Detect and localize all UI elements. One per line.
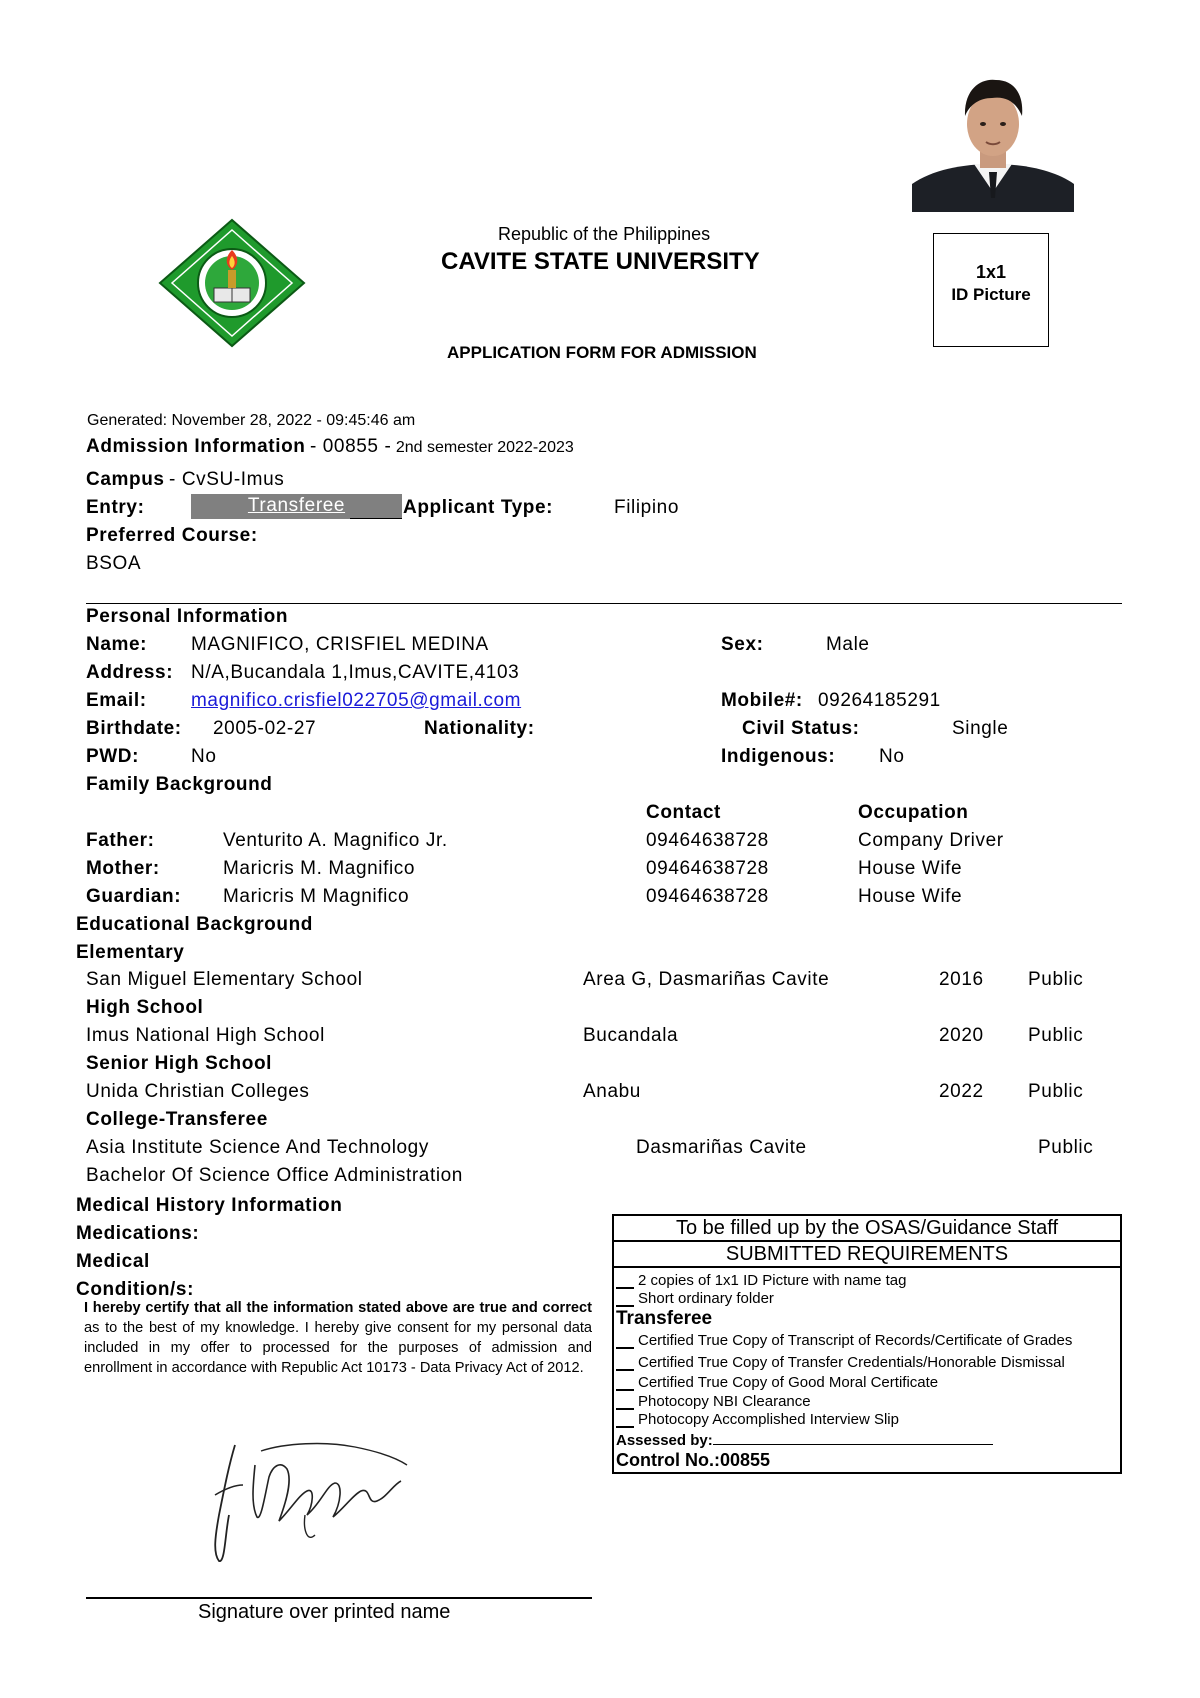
pwd-label: PWD: <box>86 746 140 767</box>
college-label: College-Transferee <box>86 1109 268 1130</box>
osas-subtitle: SUBMITTED REQUIREMENTS <box>614 1242 1120 1268</box>
indigenous-value: No <box>879 746 905 767</box>
family-heading: Family Background <box>86 774 273 795</box>
shs-school: Unida Christian Colleges <box>86 1081 310 1102</box>
highschool-address: Bucandala <box>583 1025 679 1046</box>
osas-title: To be filled up by the OSAS/Guidance Staff <box>614 1216 1120 1242</box>
osas-requirements-box <box>612 1214 1122 1474</box>
applicant-photo <box>912 72 1074 212</box>
shs-type: Public <box>1028 1081 1084 1102</box>
requirement-item[interactable]: Photocopy Accomplished Interview Slip <box>616 1411 899 1428</box>
signature-caption: Signature over printed name <box>198 1601 451 1623</box>
requirement-item[interactable]: Certified True Copy of Good Moral Certificate <box>616 1374 938 1391</box>
guardian-label: Guardian: <box>86 886 182 907</box>
assessed-by[interactable]: Assessed by: <box>616 1432 993 1449</box>
guardian-occupation: House Wife <box>858 886 963 907</box>
entry-value: Transferee <box>247 495 346 516</box>
certification-bold: I hereby certify that all the information stated above are true and correct <box>84 1300 592 1316</box>
requirement-item[interactable]: Certified True Copy of Transfer Credentials/Honorable Dismissal <box>616 1354 1065 1371</box>
father-name: Venturito A. Magnifico Jr. <box>223 830 448 851</box>
highschool-year: 2020 <box>939 1025 984 1046</box>
elementary-type: Public <box>1028 969 1084 990</box>
id-box-label: ID Picture <box>951 285 1031 304</box>
contact-header: Contact <box>646 802 721 823</box>
elementary-year: 2016 <box>939 969 984 990</box>
birthdate-label: Birthdate: <box>86 718 182 739</box>
mobile-value: 09264185291 <box>818 690 941 711</box>
mother-occupation: House Wife <box>858 858 963 879</box>
entry-underline <box>350 518 402 519</box>
father-contact: 09464638728 <box>646 830 769 851</box>
requirement-item[interactable]: 2 copies of 1x1 ID Picture with name tag <box>616 1272 906 1289</box>
medications-label: Medications: <box>76 1223 200 1244</box>
university-name: CAVITE STATE UNIVERSITY <box>441 248 760 275</box>
highschool-type: Public <box>1028 1025 1084 1046</box>
highschool-school: Imus National High School <box>86 1025 325 1046</box>
college-school: Asia Institute Science And Technology <box>86 1137 429 1158</box>
campus-value: - CvSU-Imus <box>169 469 285 490</box>
pwd-value: No <box>191 746 217 767</box>
shs-label: Senior High School <box>86 1053 273 1074</box>
elementary-school: San Miguel Elementary School <box>86 969 363 990</box>
personal-info-heading: Personal Information <box>86 606 289 627</box>
father-occupation: Company Driver <box>858 830 1004 851</box>
semester: 2nd semester 2022-2023 <box>395 439 574 456</box>
sex-value: Male <box>826 634 870 655</box>
education-heading: Educational Background <box>76 914 314 935</box>
control-number: Control No.:00855 <box>616 1450 771 1470</box>
transferee-label: Transferee <box>616 1308 713 1329</box>
father-label: Father: <box>86 830 155 851</box>
elementary-address: Area G, Dasmariñas Cavite <box>583 969 830 990</box>
college-course: Bachelor Of Science Office Administration <box>86 1165 463 1186</box>
section-divider <box>86 603 1122 604</box>
admission-info-line <box>86 436 574 458</box>
indigenous-label: Indigenous: <box>721 746 836 767</box>
email-label: Email: <box>86 690 147 711</box>
generated-timestamp: Generated: November 28, 2022 - 09:45:46 am <box>87 412 416 429</box>
guardian-name: Maricris M Magnifico <box>223 886 410 907</box>
republic-label: Republic of the Philippines <box>498 224 711 244</box>
applicant-signature <box>195 1425 415 1575</box>
mother-contact: 09464638728 <box>646 858 769 879</box>
requirement-item[interactable]: Short ordinary folder <box>616 1290 774 1307</box>
mobile-label: Mobile#: <box>721 690 803 711</box>
admission-info-label: Admission Information <box>86 436 306 457</box>
applicant-type-value: Filipino <box>614 497 679 518</box>
mother-label: Mother: <box>86 858 160 879</box>
college-address: Dasmariñas Cavite <box>636 1137 807 1158</box>
college-type: Public <box>1038 1137 1094 1158</box>
elementary-label: Elementary <box>76 942 185 963</box>
medical-heading: Medical History Information <box>76 1195 343 1216</box>
requirement-item[interactable]: Photocopy NBI Clearance <box>616 1393 811 1410</box>
mother-name: Maricris M. Magnifico <box>223 858 416 879</box>
shs-year: 2022 <box>939 1081 984 1102</box>
admission-number: - 00855 - <box>309 436 392 457</box>
sex-label: Sex: <box>721 634 764 655</box>
applicant-type-label: Applicant Type: <box>403 497 554 518</box>
preferred-course-label: Preferred Course: <box>86 525 258 546</box>
campus-line <box>86 469 284 491</box>
email-link[interactable]: magnifico.crisfiel022705@gmail.com <box>191 690 522 711</box>
certification-text: as to the best of my knowledge. I hereby give consent for my personal data included in my offer to processed for the purposes of admission and enrollment in accordance with Republic Act 10173 - Data Privacy Act of 2012. <box>84 1320 592 1376</box>
signature-line <box>86 1597 592 1599</box>
birthdate-value: 2005-02-27 <box>213 718 317 739</box>
civil-status-value: Single <box>952 718 1009 739</box>
requirement-item[interactable]: Certified True Copy of Transcript of Records/Certificate of Grades <box>616 1332 1072 1349</box>
preferred-course-value: BSOA <box>86 553 142 574</box>
name-value: MAGNIFICO, CRISFIEL MEDINA <box>191 634 489 655</box>
id-picture-box <box>933 233 1049 347</box>
university-logo <box>158 218 306 348</box>
certification-statement <box>84 1298 592 1378</box>
medical-condition-label-1: Medical <box>76 1251 150 1272</box>
address-label: Address: <box>86 662 174 683</box>
entry-value-box <box>191 494 402 519</box>
campus-label: Campus <box>86 469 165 490</box>
occupation-header: Occupation <box>858 802 969 823</box>
guardian-contact: 09464638728 <box>646 886 769 907</box>
highschool-label: High School <box>86 997 204 1018</box>
shs-address: Anabu <box>583 1081 641 1102</box>
civil-status-label: Civil Status: <box>742 718 860 739</box>
form-title: APPLICATION FORM FOR ADMISSION <box>447 343 757 362</box>
medical-condition-label-2: Condition/s: <box>76 1279 195 1300</box>
address-value: N/A,Bucandala 1,Imus,CAVITE,4103 <box>191 662 520 683</box>
entry-label: Entry: <box>86 497 145 518</box>
nationality-label: Nationality: <box>424 718 535 739</box>
id-box-size: 1x1 <box>975 262 1007 282</box>
name-label: Name: <box>86 634 148 655</box>
